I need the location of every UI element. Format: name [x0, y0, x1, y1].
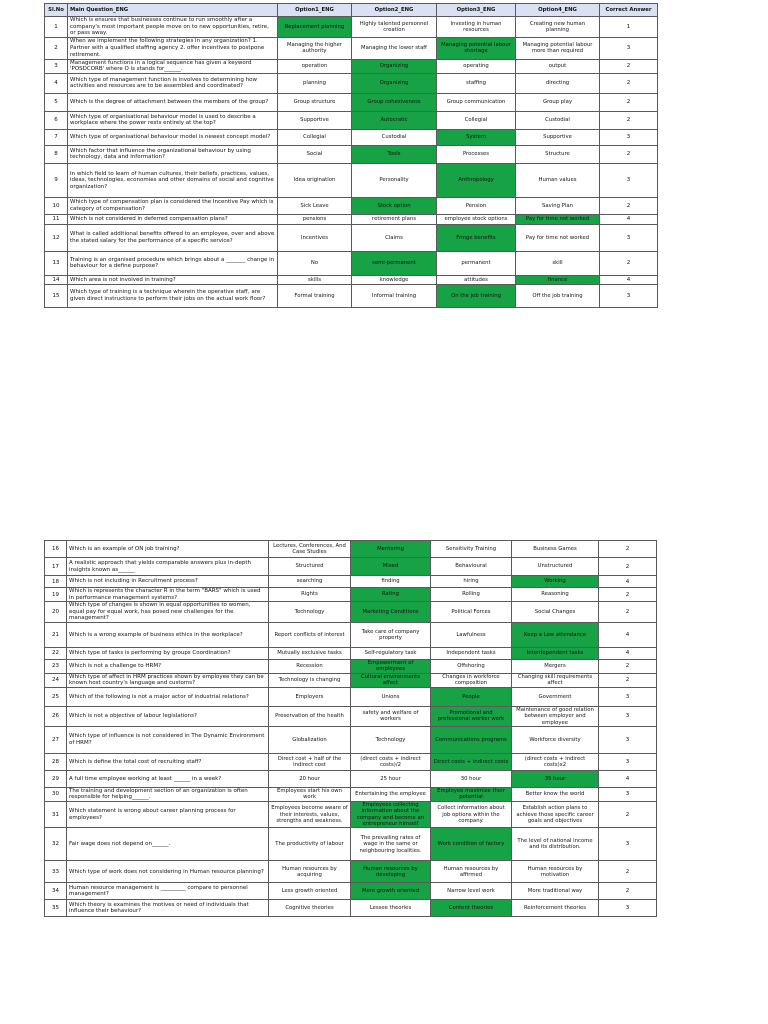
option4-cell: The level of national income and its distribution.	[512, 828, 599, 861]
question-number: 29	[45, 770, 67, 787]
option3-cell: Communications programs	[431, 726, 512, 753]
correct-answer-number: 2	[599, 802, 657, 828]
option1-cell: Idea origination	[278, 163, 352, 197]
question-number: 15	[45, 284, 68, 307]
question-text: What is called additional benefits offered to an employee, over and above the stated salary for the performance of a specific service?	[68, 224, 278, 251]
option1-cell: Structured	[269, 558, 351, 576]
option2-cell: More growth oriented	[351, 883, 431, 900]
correct-answer-number: 3	[599, 687, 657, 706]
question-text: Training is an organised procedure which brings about a _______ change in behaviour for a define purpose?	[68, 251, 278, 275]
option1-cell: Collegial	[278, 129, 352, 145]
option3-cell: Work condition of factory	[431, 828, 512, 861]
option4-cell: Maintenance of good relation between employer and employee	[512, 706, 599, 726]
option2-cell: safety and welfare of workers	[351, 706, 431, 726]
option3-cell: Content theories	[431, 900, 512, 917]
option3-cell: Managing potential labour shortage	[437, 37, 516, 59]
option3-cell: employee stock options	[437, 214, 516, 224]
question-text: Which type of organisational behaviour model is used to describe a workplace where the power rests entirely at the top?	[68, 111, 278, 129]
question-number: 22	[45, 647, 67, 659]
option1-cell: Supportive	[278, 111, 352, 129]
option1-cell: pensions	[278, 214, 352, 224]
question-text: Which type of tasks is performing by groups Coordination?	[67, 647, 269, 659]
question-number: 31	[45, 802, 67, 828]
correct-answer-number: 2	[599, 883, 657, 900]
correct-answer-number: 2	[600, 111, 658, 129]
header-option2: Option2_ENG	[352, 4, 437, 17]
option1-cell: planning	[278, 73, 352, 93]
correct-answer-number: 3	[600, 129, 658, 145]
option2-cell: Mentoring	[351, 541, 431, 558]
question-text: Which type of work does not considering in Human resource planning?	[67, 861, 269, 883]
option4-cell: Workforce diversity	[512, 726, 599, 753]
correct-answer-number: 3	[599, 706, 657, 726]
option3-cell: Direct costs + indirect costs	[431, 753, 512, 770]
option1-cell: Incentives	[278, 224, 352, 251]
mcq-table-1	[44, 3, 658, 308]
option1-cell: Recession	[269, 659, 351, 673]
question-number: 27	[45, 726, 67, 753]
option3-cell: attitudes	[437, 275, 516, 284]
correct-answer-number: 4	[599, 770, 657, 787]
option2-cell: Rating	[351, 588, 431, 602]
option4-cell: Group play	[516, 93, 600, 111]
option1-cell: Formal training	[278, 284, 352, 307]
table-header-row	[45, 4, 658, 17]
question-text: Which of the following is not a major actor of industrial relations?	[67, 687, 269, 706]
correct-answer-number: 2	[599, 861, 657, 883]
question-number: 25	[45, 687, 67, 706]
question-text: Which is an example of ON job training?	[67, 541, 269, 558]
option4-cell: Human resources by motivation	[512, 861, 599, 883]
correct-answer-number: 3	[599, 726, 657, 753]
option1-cell: Managing the higher authority	[278, 37, 352, 59]
option2-cell: Unions	[351, 687, 431, 706]
correct-answer-number: 3	[600, 224, 658, 251]
option4-cell: output	[516, 59, 600, 73]
question-text: A full time employee working at least ______ in a week?	[67, 770, 269, 787]
option3-cell: System	[437, 129, 516, 145]
correct-answer-number: 2	[600, 59, 658, 73]
correct-answer-number: 2	[600, 145, 658, 163]
question-number: 32	[45, 828, 67, 861]
correct-answer-number: 2	[599, 602, 657, 623]
question-number: 10	[45, 197, 68, 214]
question-row	[45, 673, 657, 687]
question-row	[45, 828, 657, 861]
option1-cell: skills	[278, 275, 352, 284]
option2-cell: Personality	[352, 163, 437, 197]
question-row	[45, 224, 658, 251]
option3-cell: Collect information about job options within the company.	[431, 802, 512, 828]
option1-cell: Group structure	[278, 93, 352, 111]
option1-cell: Globalization	[269, 726, 351, 753]
question-number: 33	[45, 861, 67, 883]
question-text: Which is define the total cost of recruiting staff?	[67, 753, 269, 770]
correct-answer-number: 4	[600, 275, 658, 284]
question-text: Human resource management is _________ compare to personnel management?	[67, 883, 269, 900]
question-row	[45, 576, 657, 588]
option4-cell: Establish action plans to achieve those specific career goals and objectives	[512, 802, 599, 828]
question-text: Which type of training is a technique wherein the operative staff, are given direct instructions to perform their jobs on the actual work floor?	[68, 284, 278, 307]
correct-answer-number: 3	[599, 828, 657, 861]
question-text: Which type of changes is shown in equal opportunities to women, equal pay for equal work, has posed new challenges for the management?	[67, 602, 269, 623]
option2-cell: Custodial	[352, 129, 437, 145]
correct-answer-number: 3	[600, 163, 658, 197]
option3-cell: Rolling	[431, 588, 512, 602]
option2-cell: Tools	[352, 145, 437, 163]
option1-cell: Technology is changing	[269, 673, 351, 687]
option2-cell: Entertaining the employee	[351, 787, 431, 801]
option4-cell: directing	[516, 73, 600, 93]
question-row	[45, 17, 658, 38]
correct-answer-number: 2	[599, 673, 657, 687]
question-row	[45, 541, 657, 558]
option3-cell: Offshoring	[431, 659, 512, 673]
header-sl-no: Sl.No	[45, 4, 68, 17]
option1-cell: Report conflicts of interest	[269, 622, 351, 647]
question-text: Which is ensures that businesses continue to run smoothly after a company's most important people move on to new opportunities, retire, or pass away.	[68, 17, 278, 38]
correct-answer-number: 4	[599, 647, 657, 659]
question-row	[45, 129, 658, 145]
option1-cell: Employees start his own work	[269, 787, 351, 801]
option3-cell: Sensitivity Training	[431, 541, 512, 558]
option1-cell: No	[278, 251, 352, 275]
option2-cell: Marketing Conditions	[351, 602, 431, 623]
option2-cell: finding	[351, 576, 431, 588]
header-option3: Option3_ENG	[437, 4, 516, 17]
question-number: 18	[45, 576, 67, 588]
question-number: 21	[45, 622, 67, 647]
option2-cell: knowledge	[352, 275, 437, 284]
question-row	[45, 602, 657, 623]
option4-cell: More traditional way	[512, 883, 599, 900]
option2-cell: Employees collecting information about the company and become an entrepreneur himself	[351, 802, 431, 828]
option4-cell: Reasoning	[512, 588, 599, 602]
option3-cell: Independent tasks	[431, 647, 512, 659]
option1-cell: Human resources by acquiring	[269, 861, 351, 883]
correct-answer-number: 3	[599, 787, 657, 801]
option4-cell: Reinforcement theories	[512, 900, 599, 917]
option4-cell: Working	[512, 576, 599, 588]
correct-answer-number: 3	[600, 284, 658, 307]
option4-cell: Government	[512, 687, 599, 706]
option1-cell: Technology	[269, 602, 351, 623]
question-row	[45, 59, 658, 73]
option2-cell: Highly talented personnel creation	[352, 17, 437, 38]
option3-cell: Processes	[437, 145, 516, 163]
question-row	[45, 284, 658, 307]
option4-cell: Structure	[516, 145, 600, 163]
option3-cell: Anthropology	[437, 163, 516, 197]
option3-cell: People	[431, 687, 512, 706]
question-number: 26	[45, 706, 67, 726]
correct-answer-number: 2	[599, 541, 657, 558]
question-number: 7	[45, 129, 68, 145]
correct-answer-number: 2	[599, 558, 657, 576]
option1-cell: Social	[278, 145, 352, 163]
option4-cell: Mergers	[512, 659, 599, 673]
question-number: 5	[45, 93, 68, 111]
question-number: 3	[45, 59, 68, 73]
question-row	[45, 37, 658, 59]
question-text: Which type of affect in HRM practices shown by employee they can be known host country's language and customs?	[67, 673, 269, 687]
question-row	[45, 861, 657, 883]
option3-cell: operating	[437, 59, 516, 73]
option4-cell: (direct costs + indirect costs)x2	[512, 753, 599, 770]
correct-answer-number: 3	[599, 900, 657, 917]
option4-cell: Unstructured	[512, 558, 599, 576]
option3-cell: Fringe benefits	[437, 224, 516, 251]
option2-cell: Self-regulatory task	[351, 647, 431, 659]
question-row	[45, 706, 657, 726]
question-text: In which field to learn of human cultures, their beliefs, practices, values, ideas, technologies, economies and other domains of social and cognitive organization?	[68, 163, 278, 197]
option2-cell: The prevailing rates of wage in the same or neighbouring localities.	[351, 828, 431, 861]
header-correct-answer: Correct Answer	[600, 4, 658, 17]
question-number: 4	[45, 73, 68, 93]
question-text: Which theory is examines the motives or need of individuals that influence their behaviour?	[67, 900, 269, 917]
question-row	[45, 214, 658, 224]
question-row	[45, 622, 657, 647]
question-text: Which is a wrong example of business ethics in the workplace?	[67, 622, 269, 647]
question-row	[45, 687, 657, 706]
question-row	[45, 659, 657, 673]
question-row	[45, 802, 657, 828]
option2-cell: Mixed	[351, 558, 431, 576]
option3-cell: Collegial	[437, 111, 516, 129]
option2-cell: Organizing	[352, 59, 437, 73]
question-row	[45, 770, 657, 787]
option2-cell: Take care of company property	[351, 622, 431, 647]
option3-cell: Pension	[437, 197, 516, 214]
option1-cell: Employers	[269, 687, 351, 706]
question-number: 30	[45, 787, 67, 801]
correct-answer-number: 3	[600, 37, 658, 59]
question-row	[45, 197, 658, 214]
option1-cell: Mutually exclusive tasks	[269, 647, 351, 659]
option4-cell: skill	[516, 251, 600, 275]
question-row	[45, 111, 658, 129]
question-row	[45, 588, 657, 602]
question-text: Which is represents the character R in the term "BARS" which is used in performance management systems?	[67, 588, 269, 602]
option4-cell: Off the job training	[516, 284, 600, 307]
question-number: 17	[45, 558, 67, 576]
option4-cell: 35 hour	[512, 770, 599, 787]
option3-cell: hiring	[431, 576, 512, 588]
question-number: 2	[45, 37, 68, 59]
option2-cell: Empowerment of employees	[351, 659, 431, 673]
question-row	[45, 558, 657, 576]
question-number: 9	[45, 163, 68, 197]
question-text: Which type of influence is not considered in The Dynamic Environment of HRM?	[67, 726, 269, 753]
question-row	[45, 647, 657, 659]
option4-cell: Managing potential labour more than required	[516, 37, 600, 59]
option4-cell: Interdependent tasks	[512, 647, 599, 659]
question-row	[45, 145, 658, 163]
option3-cell: Human resources by affirmed	[431, 861, 512, 883]
option2-cell: semi-permanent	[352, 251, 437, 275]
option4-cell: Supportive	[516, 129, 600, 145]
option3-cell: Group communication	[437, 93, 516, 111]
option2-cell: Cultural environments affect	[351, 673, 431, 687]
question-row	[45, 251, 658, 275]
header-option4: Option4_ENG	[516, 4, 600, 17]
option4-cell: Better know the world	[512, 787, 599, 801]
correct-answer-number: 4	[599, 576, 657, 588]
option3-cell: Political Forces	[431, 602, 512, 623]
option2-cell: Technology	[351, 726, 431, 753]
question-text: Which statement is wrong about career planning process for employees?	[67, 802, 269, 828]
option3-cell: Lawfulness	[431, 622, 512, 647]
option4-cell: Human values	[516, 163, 600, 197]
question-row	[45, 93, 658, 111]
question-number: 20	[45, 602, 67, 623]
option2-cell: Lessee theories	[351, 900, 431, 917]
header-main-question: Main Question_ENG	[68, 4, 278, 17]
correct-answer-number: 1	[600, 17, 658, 38]
option3-cell: Employee maximize their potential	[431, 787, 512, 801]
mcq-table-2	[44, 540, 657, 917]
question-text: Which factor that influence the organizational behaviour by using technology, data and information?	[68, 145, 278, 163]
option3-cell: 30 hour	[431, 770, 512, 787]
question-text: A realistic approach that yields comparable answers plus in-depth insights known as______	[67, 558, 269, 576]
option1-cell: Lectures, Conferences, And Case Studies	[269, 541, 351, 558]
header-option1: Option1_ENG	[278, 4, 352, 17]
option3-cell: Changes in workforce composition	[431, 673, 512, 687]
option4-cell: Social Changes	[512, 602, 599, 623]
option1-cell: 20 hour	[269, 770, 351, 787]
question-text: Which type of compensation plan is considered the Incentive Pay which is category of compensation?	[68, 197, 278, 214]
option1-cell: operation	[278, 59, 352, 73]
question-number: 24	[45, 673, 67, 687]
correct-answer-number: 2	[600, 197, 658, 214]
question-number: 12	[45, 224, 68, 251]
option2-cell: Claims	[352, 224, 437, 251]
question-number: 6	[45, 111, 68, 129]
option4-cell: Custodial	[516, 111, 600, 129]
question-number: 23	[45, 659, 67, 673]
option4-cell: finance	[516, 275, 600, 284]
question-number: 13	[45, 251, 68, 275]
option2-cell: Group cohesiveness	[352, 93, 437, 111]
question-text: Management functions in a logical sequence has given a keyword 'POSDCORB' where O is stands for______.	[68, 59, 278, 73]
option1-cell: Replacement planning	[278, 17, 352, 38]
option1-cell: Less growth oriented	[269, 883, 351, 900]
option1-cell: Rights	[269, 588, 351, 602]
option4-cell: Creating new human planning	[516, 17, 600, 38]
question-text: When we implement the following strategies in any organization? 1. Partner with a qualified staffing agency 2. offer incentives to postpone retirement.	[68, 37, 278, 59]
option2-cell: 25 hour	[351, 770, 431, 787]
question-number: 34	[45, 883, 67, 900]
option2-cell: Organizing	[352, 73, 437, 93]
question-number: 16	[45, 541, 67, 558]
question-text: Which type of management function is involves to determining how activities and resources are to be assembled and coordinated?	[68, 73, 278, 93]
question-text: Which is not including in Recruitment process?	[67, 576, 269, 588]
option4-cell: Saving Plan	[516, 197, 600, 214]
option1-cell: Preservation of the health	[269, 706, 351, 726]
option2-cell: Managing the lower staff	[352, 37, 437, 59]
option3-cell: Behavioural	[431, 558, 512, 576]
question-text: Which area is not involved in training?	[68, 275, 278, 284]
option1-cell: Cognitive theories	[269, 900, 351, 917]
question-row	[45, 787, 657, 801]
option1-cell: searching	[269, 576, 351, 588]
question-row	[45, 163, 658, 197]
question-number: 1	[45, 17, 68, 38]
question-number: 14	[45, 275, 68, 284]
option4-cell: Keep a Low attendance	[512, 622, 599, 647]
option2-cell: Autocratic	[352, 111, 437, 129]
question-number: 11	[45, 214, 68, 224]
question-row	[45, 883, 657, 900]
question-text: Which is the degree of attachment between the members of the group?	[68, 93, 278, 111]
option3-cell: Investing in human resources	[437, 17, 516, 38]
question-number: 8	[45, 145, 68, 163]
option1-cell: Direct cost + half of the indirect cost	[269, 753, 351, 770]
option1-cell: Sick Leave	[278, 197, 352, 214]
option1-cell: The productivity of labour	[269, 828, 351, 861]
question-text: Which is not a objective of labour legislations?	[67, 706, 269, 726]
question-text: Fair wage does not depend on______.	[67, 828, 269, 861]
option3-cell: On the job training	[437, 284, 516, 307]
option4-cell: Business Games	[512, 541, 599, 558]
correct-answer-number: 2	[600, 93, 658, 111]
correct-answer-number: 4	[599, 622, 657, 647]
correct-answer-number: 2	[599, 588, 657, 602]
option2-cell: retirement plans	[352, 214, 437, 224]
option4-cell: Pay for time not worked	[516, 214, 600, 224]
correct-answer-number: 2	[599, 659, 657, 673]
option2-cell: (direct costs + indirect costs)/2	[351, 753, 431, 770]
question-number: 35	[45, 900, 67, 917]
correct-answer-number: 2	[600, 251, 658, 275]
option3-cell: Narrow level work	[431, 883, 512, 900]
question-text: Which is not a challenge to HRM?	[67, 659, 269, 673]
question-row	[45, 900, 657, 917]
option3-cell: Promotional and professional worker work	[431, 706, 512, 726]
option4-cell: Changing skill requirements affect	[512, 673, 599, 687]
question-row	[45, 753, 657, 770]
option2-cell: Stock option	[352, 197, 437, 214]
correct-answer-number: 4	[600, 214, 658, 224]
question-row	[45, 726, 657, 753]
correct-answer-number: 2	[600, 73, 658, 93]
option4-cell: Pay for time not worked	[516, 224, 600, 251]
question-number: 19	[45, 588, 67, 602]
correct-answer-number: 3	[599, 753, 657, 770]
question-row	[45, 73, 658, 93]
question-row	[45, 275, 658, 284]
option3-cell: permanent	[437, 251, 516, 275]
option1-cell: Employees become aware of their interests, values, strengths and weakness.	[269, 802, 351, 828]
option2-cell: Informal training	[352, 284, 437, 307]
option3-cell: staffing	[437, 73, 516, 93]
question-number: 28	[45, 753, 67, 770]
question-text: Which is not considered in deferred compensation plans?	[68, 214, 278, 224]
question-text: The training and development section of an organization is often responsible for helping______.	[67, 787, 269, 801]
question-text: Which type of organisational behaviour model is newest concept model?	[68, 129, 278, 145]
option2-cell: Human resources by developing	[351, 861, 431, 883]
